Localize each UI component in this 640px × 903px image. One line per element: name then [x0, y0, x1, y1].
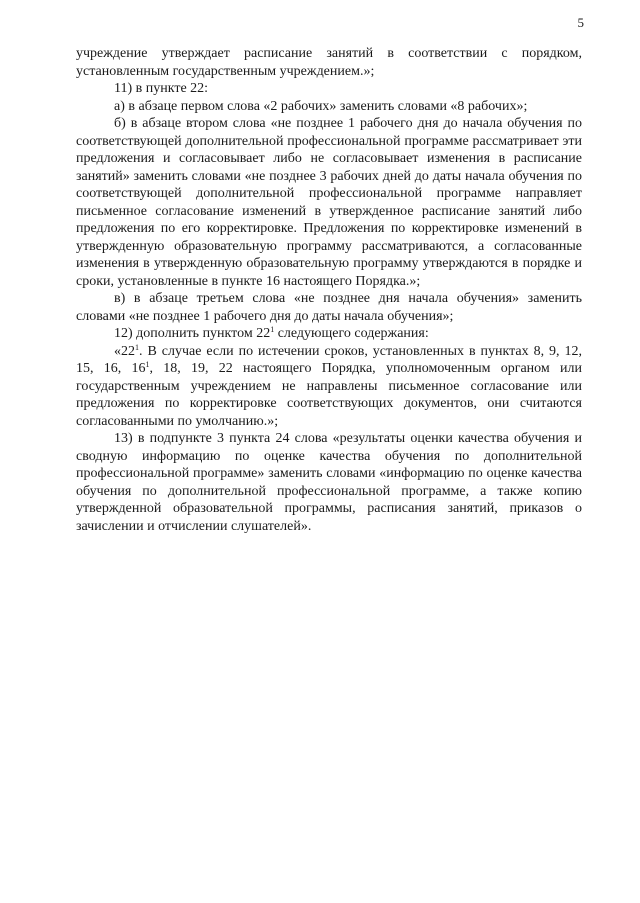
new-point-part3: , 18, 19, 22 настоящего Порядка, уполномоченным органом или государственным учреждением не направлены письменное согласование или предложения по корректировке соответствующих документов, они считаются согласованными по умолчанию.»;	[76, 361, 582, 429]
new-point-part2: . В случае если по истечении сроков, установленных в пунктах 8, 9, 12, 15, 16, 16	[76, 343, 582, 376]
item-12-text-before: 12) дополнить пунктом 22	[114, 326, 271, 341]
paragraph-item-11c: в) в абзаце третьем слова «не позднее дня начала обучения» заменить словами «не позднее 1 рабочего дня до даты начала обучения»;	[76, 291, 582, 324]
page-number: 5	[577, 15, 584, 30]
paragraph-item-11b: б) в абзаце втором слова «не позднее 1 рабочего дня до начала обучения по соответствующей дополнительной профессиональной программе рассматривает эти предложения и согласовывает либо не согласовывает изменения в расписание занятий» заменить словами «не позднее 3 рабочих дней до даты начала обучения по соответствующей дополнительной профессиональной программе направляет письменное согласование изменений в утвержденное расписание занятий либо предложения по его корректировке. Предложения по корректировке изменений в утвержденную образовательную программу рассматриваются, а согласованные изменения в утвержденную образовательную программу утверждаются в порядке и сроки, установленные в пункте 16 настоящего Порядка.»;	[76, 116, 582, 289]
item-12-superscript: 1	[270, 325, 275, 334]
new-point-part1: «22	[114, 343, 135, 359]
new-point-superscript-1: 1	[135, 342, 139, 352]
paragraph-item-12	[76, 325, 582, 343]
item-12-text-after: следующего содержания:	[274, 326, 429, 341]
paragraph-continuation: учреждение утверждает расписание занятий в соответствии с порядком, установленным государственным учреждением.»;	[76, 46, 582, 79]
paragraph-new-point-22-1	[76, 343, 582, 431]
paragraph-item-11: 11) в пункте 22:	[114, 81, 209, 96]
paragraph-item-13: 13) в подпункте 3 пункта 24 слова «результаты оценки качества обучения и сводную информацию по оценке качества обучения по дополнительной профессиональной программе» заменить словами «информацию по оценке качества обучения по дополнительной профессиональной программе, а также копию утвержденной образовательной программы, расписания занятий, приказов о зачислении и отчислении слушателей».	[76, 431, 582, 534]
paragraph-item-11a: а) в абзаце первом слова «2 рабочих» заменить словами «8 рабочих»;	[114, 98, 528, 114]
new-point-superscript-2: 1	[145, 360, 150, 369]
document-body	[76, 45, 582, 535]
